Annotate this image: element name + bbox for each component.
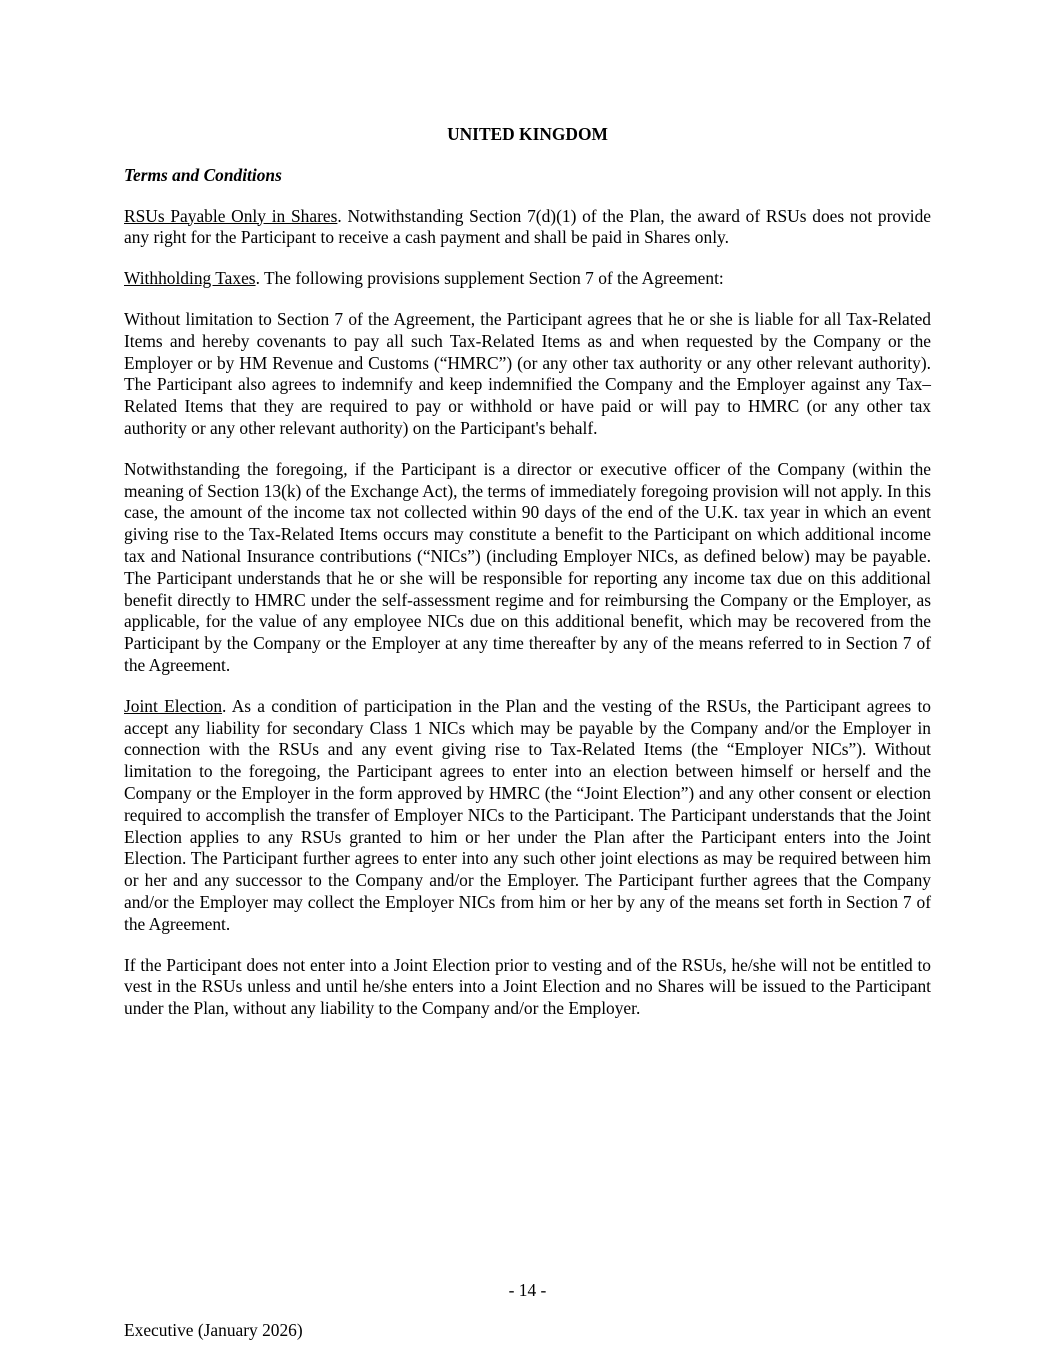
page-number: - 14 -: [508, 1280, 547, 1300]
paragraph-director-exception: [124, 459, 931, 677]
paragraph-text: If the Participant does not enter into a Joint Election prior to vesting and of the RSUs, he/she will not be entitled to vest in the RSUs unless and until he/she enters into a Joint Election and no Shares will be issued to the Participant under the Plan, without any liability to the Company and/or the Employer.: [124, 954, 931, 1019]
document-body: [124, 124, 931, 1039]
paragraph-title: Withholding Taxes: [124, 268, 256, 289]
paragraph-text: . The following provisions supplement Section 7 of the Agreement:: [255, 268, 724, 289]
section-subheading: Terms and Conditions: [124, 164, 282, 185]
paragraph-no-joint-election: [124, 955, 931, 1020]
paragraph-rsus-payable: [124, 206, 931, 250]
paragraph-tax-liability: [124, 309, 931, 440]
paragraph-text: Notwithstanding the foregoing, if the Participant is a director or executive officer of the Company (within the meaning of Section 13(k) of the Exchange Act), the terms of immediately foregoing provision will not apply. In this case, the amount of the income tax not collected within 90 days of the end of the U.K. tax year in which an event giving rise to the Tax-Related Items occurs may constitute a benefit to the Participant on which additional income tax and National Insurance contributions (“NICs”) (including Employer NICs, as defined below) may be payable. The Participant understands that he or she will be responsible for reporting any income tax due on this additional benefit directly to HMRC under the self-assessment regime and for reimbursing the Company or the Employer, as applicable, for the value of any employee NICs due on this additional benefit, which may be recovered from the Participant by the Company or the Employer at any time thereafter by any of the means referred to in Section 7 of the Agreement.: [124, 458, 931, 675]
paragraph-title: Joint Election: [124, 695, 223, 716]
paragraph-joint-election: [124, 696, 931, 936]
document-heading: UNITED KINGDOM: [447, 124, 608, 144]
paragraph-text: . Notwithstanding Section 7(d)(1) of the Plan, the award of RSUs does not provide any right for the Participant to receive a cash payment and shall be paid in Shares only.: [124, 205, 932, 248]
footer-text: Executive (January 2026): [124, 1320, 303, 1340]
paragraph-withholding-taxes: [124, 268, 931, 290]
paragraph-text: Without limitation to Section 7 of the Agreement, the Participant agrees that he or she is liable for all Tax-Related Items and hereby covenants to pay all such Tax-Related Items as and when requested by the Company or the Employer or by HM Revenue and Customs (“HMRC”) (or any other tax authority or any other relevant authority). The Participant also agrees to indemnify and keep indemnified the Company and the Employer against any Tax–Related Items that they are required to pay or withhold or have paid or will pay to HMRC (or any other tax authority or any other relevant authority) on the Participant's behalf.: [124, 308, 931, 438]
paragraph-text: . As a condition of participation in the Plan and the vesting of the RSUs, the Participant agrees to accept any liability for secondary Class 1 NICs which may be payable by the Company and/or the Employer in connection with the RSUs and any event giving rise to Tax-Related Items (the “Employer NICs”). Without limitation to the foregoing, the Participant agrees to enter into an election between himself or herself and the Company or the Employer in the form approved by HMRC (the “Joint Election”) and any other consent or election required to accomplish the transfer of Employer NICs to the Participant. The Participant understands that the Joint Election applies to any RSUs granted to him or her under the Plan after the Participant enters into the Joint Election. The Participant further agrees to enter into any such other joint elections as may be required between him or her and any successor to the Company and/or the Employer. The Participant further agrees that the Company and/or the Employer may collect the Employer NICs from him or her by any of the means set forth in Section 7 of the Agreement.: [124, 695, 931, 934]
paragraph-title: RSUs Payable Only in Shares: [124, 205, 338, 226]
